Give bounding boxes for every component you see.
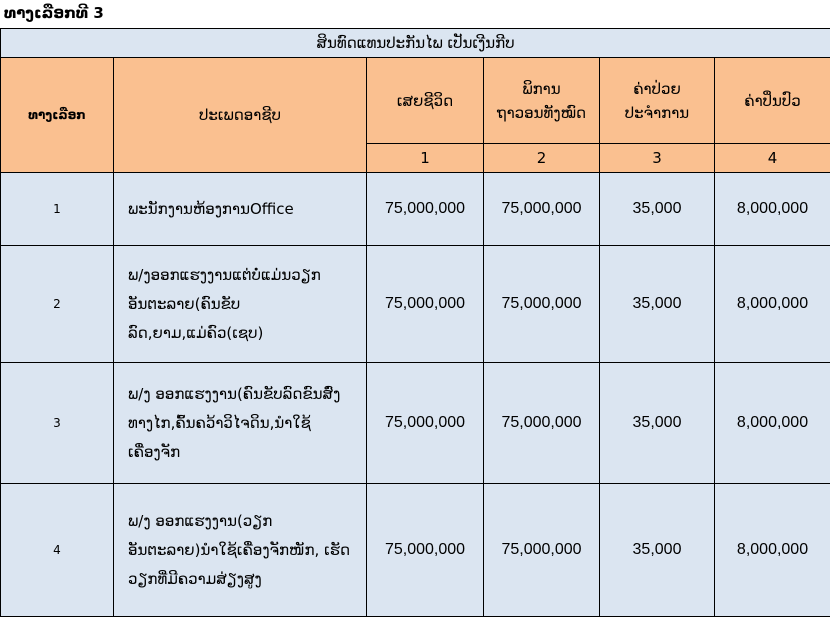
column-number: 4 <box>715 144 830 173</box>
header-total-disability-line2: ຖາວອນທັງໝົດ <box>496 103 587 122</box>
sickness-cell: 35,000 <box>600 173 715 246</box>
header-option: ທາງເລືອກ <box>1 58 114 173</box>
header-sickness-line1: ຄ່າປ່ວຍ <box>633 79 681 98</box>
column-number: 3 <box>600 144 715 173</box>
death-cell: 75,000,000 <box>367 363 484 484</box>
treatment-cell: 8,000,000 <box>715 484 830 617</box>
treatment-cell: 8,000,000 <box>715 173 830 246</box>
option-cell: 2 <box>1 246 114 363</box>
header-sickness-line2: ປະຈຳການ <box>624 103 690 122</box>
column-number: 1 <box>367 144 484 173</box>
occupation-cell: ພ/ງ ອອກແຮງງານ(ວຽກອັນຕະລາຍ)ນຳໃຊ້ເຄື່ອງຈັກໜັກ, ເຮັດວຽກທີ່ມີຄວາມສ່ຽງສູງ <box>114 484 367 617</box>
death-cell: 75,000,000 <box>367 246 484 363</box>
benefits-table <box>0 28 830 617</box>
sickness-cell: 35,000 <box>600 484 715 617</box>
header-death: ເສຍຊີວິດ <box>367 58 484 144</box>
header-total-disability <box>484 58 600 144</box>
option-cell: 3 <box>1 363 114 484</box>
occupation-cell: ພ/ງອອກແຮງງານແຕ່ບໍ່ແມ່ນວຽກອັນຕະລາຍ(ຄົນຂັບລົດ,ຍາມ,ແມ່ຄົວ(ເຊບ) <box>114 246 367 363</box>
header-total-disability-line1: ພິການ <box>522 79 561 98</box>
table-row <box>1 363 830 484</box>
total-disability-cell: 75,000,000 <box>484 484 600 617</box>
column-number: 2 <box>484 144 600 173</box>
table-caption-row <box>1 29 830 58</box>
death-cell: 75,000,000 <box>367 173 484 246</box>
sickness-cell: 35,000 <box>600 363 715 484</box>
table-row <box>1 484 830 617</box>
death-cell: 75,000,000 <box>367 484 484 617</box>
occupation-cell: ພ/ງ ອອກແຮງງານ(ຄົນຂັບລົດຂົນສົ່ງທາງໄກ,ຄົ້ນຄວ້າວິໄຈດິນ,ນຳໃຊ້ເຄື່ອງຈັກ <box>114 363 367 484</box>
option-cell: 4 <box>1 484 114 617</box>
total-disability-cell: 75,000,000 <box>484 246 600 363</box>
option-cell: 1 <box>1 173 114 246</box>
table-caption: ສິນທົດແທນປະກັນໄພ ເປັນເງີນກີບ <box>1 29 830 58</box>
occupation-cell: ພະນັກງານຫ້ອງການOffice <box>114 173 367 246</box>
option-title: ທາງເລືອກທີ 3 <box>4 4 104 22</box>
table-row <box>1 173 830 246</box>
treatment-cell: 8,000,000 <box>715 363 830 484</box>
total-disability-cell: 75,000,000 <box>484 363 600 484</box>
header-sickness <box>600 58 715 144</box>
table-row <box>1 246 830 363</box>
total-disability-cell: 75,000,000 <box>484 173 600 246</box>
table-header-row <box>1 58 830 144</box>
header-occupation: ປະເພດອາຊີບ <box>114 58 367 173</box>
header-treatment: ຄ່າປິ່ນປົວ <box>715 58 830 144</box>
treatment-cell: 8,000,000 <box>715 246 830 363</box>
sickness-cell: 35,000 <box>600 246 715 363</box>
